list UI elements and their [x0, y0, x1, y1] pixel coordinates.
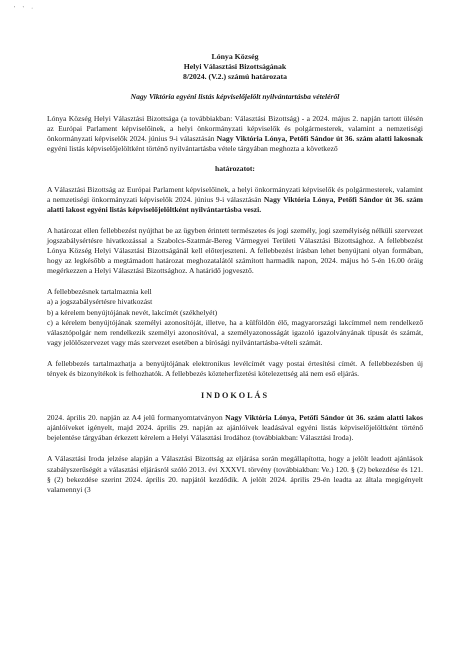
decision-paragraph	[47, 185, 423, 215]
appeal-contents-intro: A fellebbezésnek tartalmaznia kell	[47, 287, 152, 297]
appeal-contents	[47, 287, 423, 348]
header-municipality: Lónya Község	[211, 52, 259, 61]
intro-paragraph	[47, 114, 423, 154]
header-committee: Helyi Választási Bizottságának	[183, 62, 287, 71]
scan-marks: ' ' ·	[14, 6, 37, 12]
intro-candidate: Nagy Viktória Lónya, Petőfi Sándor út 36. szám alatti lakosnak	[216, 134, 423, 144]
reasoning1-text-2: ajánlóíveket igényelt, majd 2024. április 29. napján az ajánlóívek leadásával egyéni listás képviselőjelöltként történő bejelentése tárgyában érkezett kérelem a Helyi Választási Irodához (továbbiakban: Választási Iroda).	[47, 423, 423, 443]
intro-text-1: Lónya Község Helyi Választási Bizottsága (a továbbiakban: Választási Bizottság) - a 2024. május 2. napján tartott ülésén az Európai Parlament képviselőinek, a helyi önkormányzati képviselők és polgármesterek, valamint a nemzetiségi önkormányzati képviselők 2024. június 9-i választásán	[47, 114, 423, 144]
appeal-item-c: c) a kérelem benyújtójának személyi azonosítóját, illetve, ha a külföldön élő, magyarországi lakcímmel nem rendelkező választópolgár nem rendelkezik személyi azonosítóval, a személyazonosságát igazoló igazolványának típusát és számát, vagy jelölőszervezet vagy más szervezet esetében a bírósági nyilvántartásba-vételi számát.	[47, 317, 423, 347]
reasoning1-candidate: Nagy Viktória Lónya, Petőfi Sándor út 36. szám alatti lakos	[225, 413, 423, 423]
decision-text-1: A Választási Bizottság az Európai Parlament képviselőinek, a helyi önkormányzati képviselők és polgármesterek, valamint a nemzetiségi önkormányzati képviselők 2024. június 9-i választásán	[47, 184, 423, 204]
reasoning-paragraph-1	[47, 413, 423, 443]
decision-heading: határozatot:	[215, 164, 255, 174]
appeal-item-b: b) a kérelem benyújtójának nevét, lakcímét (székhelyét)	[47, 307, 218, 317]
decision-bold-text: Nagy Viktória Lónya, Petőfi Sándor út 36. szám alatti lakost egyéni listás képviselőjelöltként nyilvántartásba veszi.	[47, 194, 424, 214]
intro-text-2: egyéni listás képviselőjelöltként történő nyilvántartásba vétele tárgyában meghozta a következő	[47, 144, 338, 154]
reasoning-heading: INDOKOLÁS	[200, 391, 270, 401]
document-body	[47, 52, 423, 495]
resolution-subject: Nagy Viktória egyéni listás képviselőjelölt nyilvántartásba vételéről	[130, 92, 340, 101]
reasoning-paragraph-2: A Választási Iroda jelzése alapján a Választási Bizottság az eljárása során megállapította, hogy a jelölt leadott ajánlások szabályszerűségét a választási eljárásról szóló 2013. évi XXXVI. törvény (továbbiakban: Ve.) 120. § (2) bekezdése és 121. § (2) bekezdése szerint 2024. április 20. napjától kezdődik. A jelölt 2024. április 29-én leadta az általa megigényelt valamennyi (3	[47, 454, 423, 494]
appeal-item-a: a) a jogszabálysértésre hivatkozást	[47, 297, 153, 307]
appeal-paragraph: A határozat ellen fellebbezést nyújthat be az ügyben érintett természetes és jogi személy, jogi személyiség nélküli szervezet jogszabálysértésre hivatkozással a Szabolcs-Szatmár-Bereg Vármegyei Területi Választási Bizottsághoz. A fellebbezést Lónya Község Helyi Választási Bizottságánál kell előterjeszteni. A fellebbezést írásban lehet benyújtani olyan formában, hogy az legkésőbb a megtámadott határozat meghozatalától számított harmadik napon, 2024. május hó 5-én 16.00 óráig megérkezzen a Helyi Választási Bizottsághoz. A határidő jogvesztő.	[47, 225, 423, 276]
reasoning1-text-1: 2024. április 20. napján az A4 jelű formanyomtatványon	[47, 413, 226, 423]
electronic-paragraph: A fellebbezés tartalmazhatja a benyújtójának elektronikus levélcímét vagy postai értesítési címét. A fellebbezésben új tények és bizonyítékok is felhozhatók. A fellebbezés közteherfizetési kötelezettség alá nem eső eljárás.	[47, 358, 423, 378]
header-resolution-number: 8/2024. (V.2.) számú határozata	[182, 72, 288, 81]
